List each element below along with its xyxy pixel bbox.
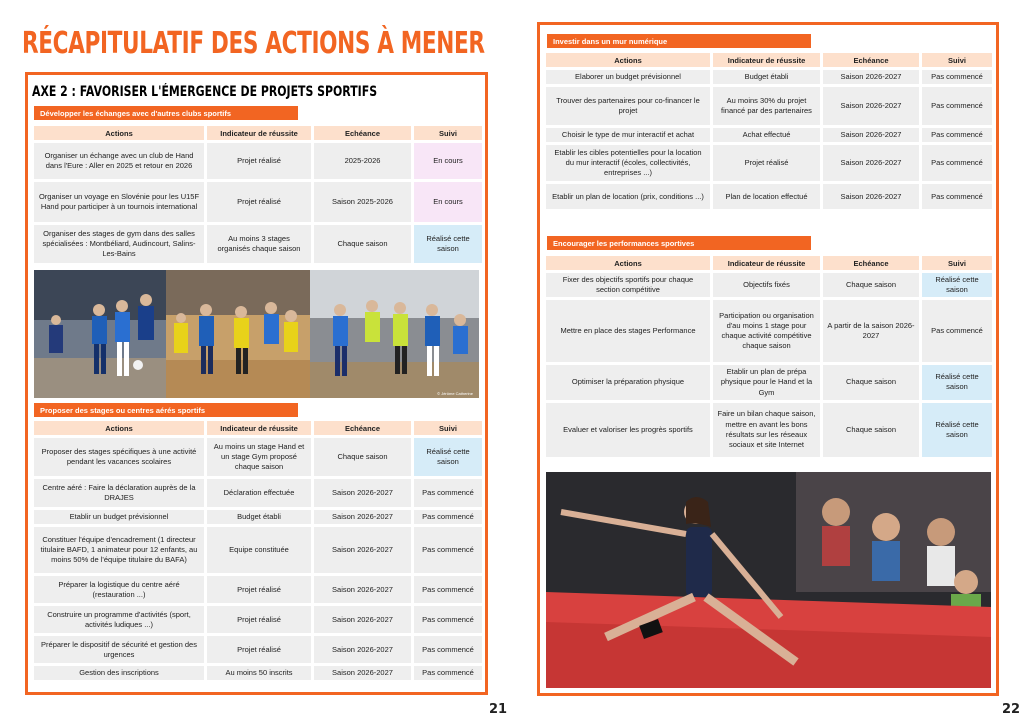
- axe-title: AXE 2 : FAVORISER L'ÉMERGENCE DE PROJETS SPORTIFS: [32, 84, 378, 100]
- col-header-suivi: Suivi: [922, 53, 992, 67]
- table-row: [546, 128, 992, 142]
- action-cell: Organiser des stages de gym dans des salles spécialisées : Montbéliard, Audincourt, Salins-Les-Bains: [34, 225, 204, 263]
- action-cell: Proposer des stages spécifiques à une activité pendant les vacances scolaires: [34, 438, 204, 476]
- indicateur-cell: Etablir un plan de prépa physique pour le Hand et la Gym: [713, 365, 820, 399]
- echeance-cell: Saison 2026-2027: [314, 666, 411, 680]
- table-row: [34, 576, 482, 603]
- indicateur-cell: Objectifs fixés: [713, 273, 820, 297]
- action-cell: Etablir un plan de location (prix, conditions ...): [546, 184, 710, 209]
- handball-photo-2: [166, 270, 310, 398]
- action-cell: Optimiser la préparation physique: [546, 365, 710, 399]
- suivi-cell: Pas commencé: [922, 184, 992, 209]
- indicateur-cell: Faire un bilan chaque saison, mettre en avant les bons résultats sur les réseaux sociaux et site Internet: [713, 403, 820, 457]
- action-cell: Fixer des objectifs sportifs pour chaque section compétitive: [546, 273, 710, 297]
- col-header-echeance: Echéance: [314, 126, 411, 140]
- echeance-cell: A partir de la saison 2026-2027: [823, 300, 919, 362]
- suivi-cell: Pas commencé: [922, 87, 992, 125]
- col-header-actions: Actions: [546, 256, 710, 270]
- col-header-indicateur: Indicateur de réussite: [713, 256, 820, 270]
- col-header-echeance: Echéance: [823, 256, 919, 270]
- table-row: [34, 636, 482, 663]
- page-number-left: 21: [489, 702, 508, 717]
- indicateur-cell: Projet réalisé: [207, 182, 311, 222]
- echeance-cell: Saison 2026-2027: [314, 510, 411, 524]
- echeance-cell: Saison 2026-2027: [823, 87, 919, 125]
- col-header-suivi: Suivi: [922, 256, 992, 270]
- handball-photo-3: [310, 270, 479, 398]
- action-cell: Trouver des partenaires pour co-financer le projet: [546, 87, 710, 125]
- suivi-cell: Réalisé cette saison: [922, 403, 992, 457]
- gymnast-photo: [546, 472, 991, 688]
- suivi-cell: Pas commencé: [414, 527, 482, 573]
- handball-photo-1: [34, 270, 166, 398]
- suivi-cell: En cours: [414, 182, 482, 222]
- photo-credit: © Jérôme Catherine: [437, 391, 473, 396]
- col-header-suivi: Suivi: [414, 126, 482, 140]
- action-cell: Evaluer et valoriser les progrès sportifs: [546, 403, 710, 457]
- echeance-cell: Saison 2026-2027: [314, 527, 411, 573]
- table-row: [546, 184, 992, 209]
- indicateur-cell: Projet réalisé: [207, 636, 311, 663]
- section-banner-stages: Proposer des stages ou centres aérés sportifs: [34, 403, 298, 417]
- table-row: [546, 300, 992, 362]
- table-row: [34, 527, 482, 573]
- action-cell: Etablir les cibles potentielles pour la location du mur interactif (écoles, collectivités, entreprises ...): [546, 145, 710, 181]
- col-header-suivi: Suivi: [414, 421, 482, 435]
- col-header-echeance: Echéance: [823, 53, 919, 67]
- table-row: [34, 479, 482, 507]
- page-number-right: 22: [1002, 702, 1021, 717]
- suivi-cell: Pas commencé: [414, 606, 482, 633]
- echeance-cell: 2025-2026: [314, 143, 411, 179]
- suivi-cell: Réalisé cette saison: [922, 365, 992, 399]
- table-row: [34, 143, 482, 179]
- echeance-cell: Saison 2026-2027: [314, 606, 411, 633]
- indicateur-cell: Achat effectué: [713, 128, 820, 142]
- section-banner-echanges: Développer les échanges avec d'autres clubs sportifs: [34, 106, 298, 120]
- echeance-cell: Chaque saison: [314, 225, 411, 263]
- page-title: RÉCAPITULATIF DES ACTIONS À MENER: [22, 26, 485, 61]
- action-cell: Organiser un voyage en Slovénie pour les U15F Hand pour participer à un tournois international: [34, 182, 204, 222]
- table-row: [546, 403, 992, 457]
- table-row: [34, 666, 482, 680]
- table-performances: [543, 253, 995, 460]
- echeance-cell: Saison 2026-2027: [314, 576, 411, 603]
- table-echanges: [31, 123, 485, 266]
- indicateur-cell: Projet réalisé: [207, 576, 311, 603]
- indicateur-cell: Déclaration effectuée: [207, 479, 311, 507]
- action-cell: Etablir un budget prévisionnel: [34, 510, 204, 524]
- action-cell: Construire un programme d'activités (sport, activités ludiques ...): [34, 606, 204, 633]
- echeance-cell: Chaque saison: [823, 273, 919, 297]
- table-row: [546, 70, 992, 84]
- table-stages: [31, 418, 485, 683]
- indicateur-cell: Equipe constituée: [207, 527, 311, 573]
- suivi-cell: En cours: [414, 143, 482, 179]
- suivi-cell: Pas commencé: [414, 666, 482, 680]
- action-cell: Mettre en place des stages Performance: [546, 300, 710, 362]
- col-header-indicateur: Indicateur de réussite: [713, 53, 820, 67]
- echeance-cell: Saison 2026-2027: [314, 479, 411, 507]
- indicateur-cell: Au moins 30% du projet financé par des partenaires: [713, 87, 820, 125]
- suivi-cell: Pas commencé: [922, 300, 992, 362]
- table-row: [34, 182, 482, 222]
- col-header-echeance: Echéance: [314, 421, 411, 435]
- suivi-cell: Pas commencé: [414, 510, 482, 524]
- echeance-cell: Saison 2026-2027: [823, 70, 919, 84]
- indicateur-cell: Au moins 3 stages organisés chaque saison: [207, 225, 311, 263]
- echeance-cell: Saison 2026-2027: [314, 636, 411, 663]
- echeance-cell: Chaque saison: [823, 365, 919, 399]
- table-row: [546, 145, 992, 181]
- table-row: [34, 510, 482, 524]
- indicateur-cell: Budget établi: [713, 70, 820, 84]
- indicateur-cell: Plan de location effectué: [713, 184, 820, 209]
- table-mur: [543, 50, 995, 212]
- action-cell: Elaborer un budget prévisionnel: [546, 70, 710, 84]
- indicateur-cell: Projet réalisé: [207, 143, 311, 179]
- suivi-cell: Pas commencé: [414, 479, 482, 507]
- col-header-actions: Actions: [34, 421, 204, 435]
- indicateur-cell: Projet réalisé: [713, 145, 820, 181]
- indicateur-cell: Participation ou organisation d'au moins 1 stage pour chaque activité compétitive chaque saison: [713, 300, 820, 362]
- indicateur-cell: Projet réalisé: [207, 606, 311, 633]
- col-header-indicateur: Indicateur de réussite: [207, 126, 311, 140]
- section-banner-performances: Encourager les performances sportives: [547, 236, 811, 250]
- table-row: [34, 606, 482, 633]
- table-row: [546, 273, 992, 297]
- action-cell: Centre aéré : Faire la déclaration auprès de la DRAJES: [34, 479, 204, 507]
- action-cell: Constituer l'équipe d'encadrement (1 directeur titulaire BAFD, 1 animateur pour 12 enfants, au moins 50% de l'équipe titulaire du BAFA): [34, 527, 204, 573]
- col-header-actions: Actions: [546, 53, 710, 67]
- table-row: [546, 365, 992, 399]
- action-cell: Organiser un échange avec un club de Hand dans l'Eure : Aller en 2025 et retour en 2026: [34, 143, 204, 179]
- echeance-cell: Saison 2026-2027: [823, 145, 919, 181]
- suivi-cell: Pas commencé: [414, 636, 482, 663]
- suivi-cell: Réalisé cette saison: [922, 273, 992, 297]
- echeance-cell: Saison 2026-2027: [823, 128, 919, 142]
- suivi-cell: Pas commencé: [414, 576, 482, 603]
- table-row: [34, 225, 482, 263]
- echeance-cell: Chaque saison: [314, 438, 411, 476]
- suivi-cell: Pas commencé: [922, 128, 992, 142]
- echeance-cell: Saison 2025-2026: [314, 182, 411, 222]
- action-cell: Choisir le type de mur interactif et achat: [546, 128, 710, 142]
- action-cell: Gestion des inscriptions: [34, 666, 204, 680]
- col-header-indicateur: Indicateur de réussite: [207, 421, 311, 435]
- table-row: [34, 438, 482, 476]
- echeance-cell: Chaque saison: [823, 403, 919, 457]
- action-cell: Préparer la logistique du centre aéré (restauration ...): [34, 576, 204, 603]
- indicateur-cell: Au moins un stage Hand et un stage Gym proposé chaque saison: [207, 438, 311, 476]
- suivi-cell: Pas commencé: [922, 145, 992, 181]
- indicateur-cell: Au moins 50 inscrits: [207, 666, 311, 680]
- suivi-cell: Pas commencé: [922, 70, 992, 84]
- table-row: [546, 87, 992, 125]
- echeance-cell: Saison 2026-2027: [823, 184, 919, 209]
- suivi-cell: Réalisé cette saison: [414, 225, 482, 263]
- suivi-cell: Réalisé cette saison: [414, 438, 482, 476]
- action-cell: Préparer le dispositif de sécurité et gestion des urgences: [34, 636, 204, 663]
- indicateur-cell: Budget établi: [207, 510, 311, 524]
- col-header-actions: Actions: [34, 126, 204, 140]
- section-banner-mur: Investir dans un mur numérique: [547, 34, 811, 48]
